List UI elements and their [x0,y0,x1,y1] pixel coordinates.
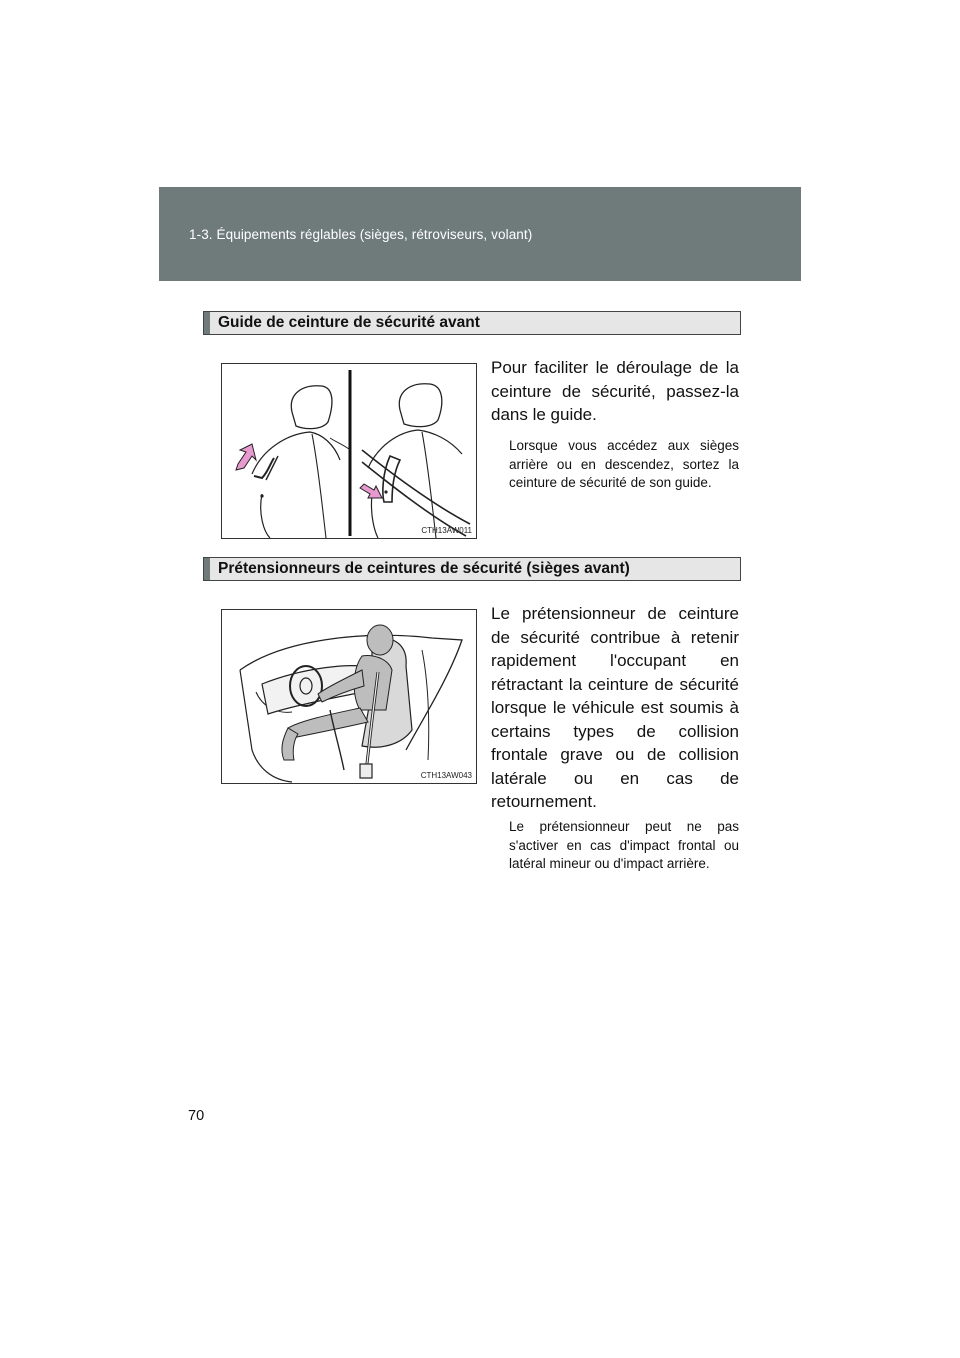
section-heading-accent [204,312,210,334]
chapter-header-band [159,187,801,281]
chapter-title: 1-3. Équipements réglables (sièges, rétroviseurs, volant) [189,227,533,242]
seatbelt-guide-drawing [222,364,476,538]
section-body-text: Le prétensionneur de ceinture de sécurité contribue à retenir rapidement l'occupant en rétractant la ceinture de sécurité lorsque le véhicule est soumis à certains types de collision frontale grave ou de collision latérale ou en cas de retournement. [491,604,739,811]
figure-code: CTH13AW043 [420,771,472,780]
section-body-text: Pour faciliter le déroulage de la ceinture de sécurité, passez-la dans le guide. [491,358,739,424]
section-note-text: Lorsque vous accédez aux sièges arrière ou en descendez, sortez la ceinture de sécurité de son guide. [509,438,739,490]
section-heading-label: Prétensionneurs de ceintures de sécurité (sièges avant) [218,560,630,577]
section-heading-pretensioners [203,557,741,581]
pretensioner-drawing [222,610,476,783]
section-heading-label: Guide de ceinture de sécurité avant [218,314,480,331]
pretensioner-illustration [221,609,477,784]
section-heading-accent [204,558,210,580]
seatbelt-guide-illustration [221,363,477,539]
section-note-text: Le prétensionneur peut ne pas s'activer en cas d'impact frontal ou latéral mineur ou d'impact arrière. [509,819,739,871]
page-number: 70 [188,1108,205,1124]
section-heading-seatbelt-guide [203,311,741,335]
figure-code: CTH13AW011 [421,526,472,535]
